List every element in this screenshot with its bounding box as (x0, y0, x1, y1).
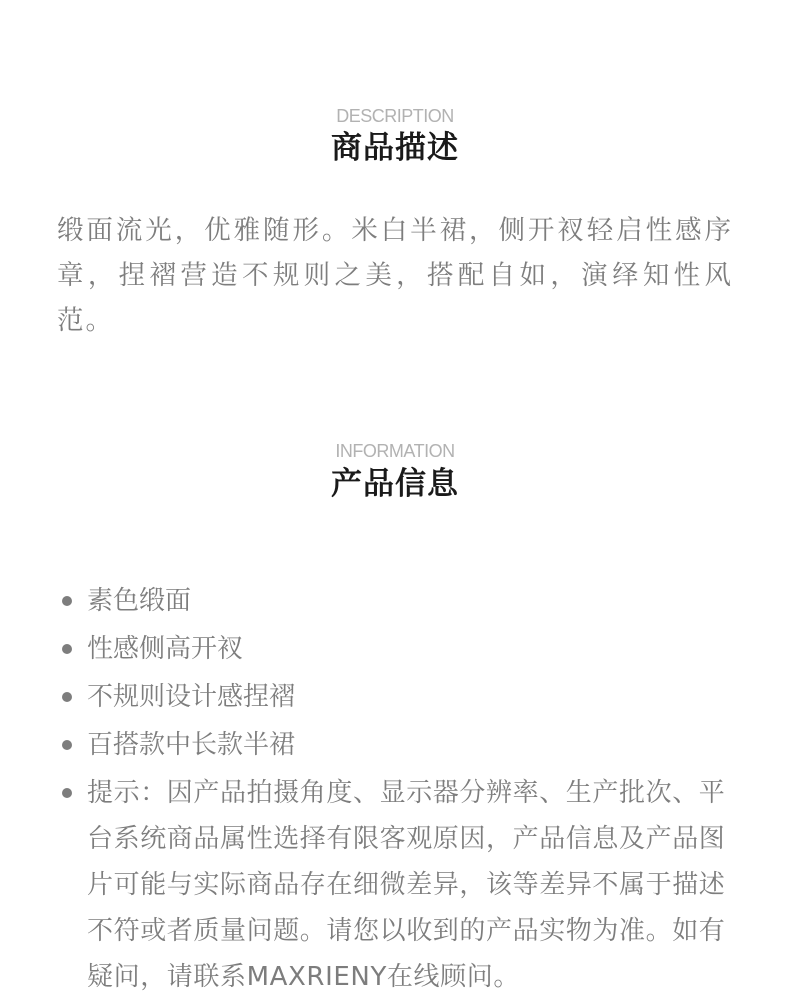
description-body: 缎面流光，优雅随形。米白半裙，侧开衩轻启性感序章，捏褶营造不规则之美，搭配自如，演绎知性风范。 (57, 215, 733, 336)
bullet-icon (62, 740, 72, 750)
list-item-text: 百搭款中长款半裙 (87, 730, 296, 760)
bullet-icon (62, 644, 72, 654)
bullet-icon (62, 692, 72, 702)
list-item (0, 674, 790, 720)
list-item-note (0, 770, 790, 1000)
information-title: 产品信息 (331, 466, 459, 502)
information-list (0, 578, 790, 1002)
list-item (0, 626, 790, 672)
list-item (0, 578, 790, 624)
list-item-text: 素色缎面 (87, 586, 192, 616)
disclaimer-text: 提示：因产品拍摄角度、显示器分辨率、生产批次、平台系统商品属性选择有限客观原因，产品信息及产品图片可能与实际商品存在细微差异，该等差异不属于描述不符或者质量问题。请您以收到的产品实物为准。如有疑问，请联系MAXRIENY在线顾问。 (87, 778, 726, 992)
bullet-icon (62, 788, 72, 798)
description-title: 商品描述 (331, 130, 459, 166)
bullet-icon (62, 596, 72, 606)
list-item-text: 性感侧高开衩 (87, 634, 244, 664)
description-kicker: DESCRIPTION (336, 106, 454, 126)
list-item (0, 722, 790, 768)
information-kicker: INFORMATION (335, 441, 455, 461)
list-item-text: 不规则设计感捏褶 (87, 682, 296, 712)
